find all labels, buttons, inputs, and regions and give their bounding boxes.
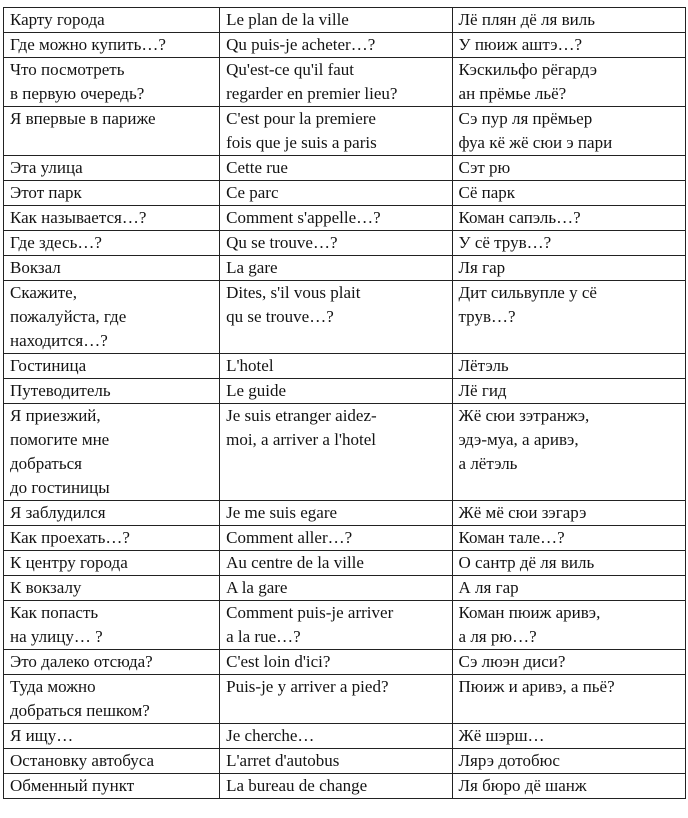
- table-row: [4, 650, 686, 675]
- russian-phrase-cell: Где здесь…?: [4, 231, 220, 256]
- russian-phrase-cell: Путеводитель: [4, 379, 220, 404]
- table-row: [4, 281, 686, 354]
- french-phrase-cell: Je cherche…: [220, 724, 452, 749]
- transcription-cell: А ля гар: [452, 576, 685, 601]
- table-row: [4, 206, 686, 231]
- phrasebook-table: [3, 7, 686, 799]
- table-row: [4, 404, 686, 501]
- russian-phrase-cell: Где можно купить…?: [4, 33, 220, 58]
- russian-phrase-cell: Это далеко отсюда?: [4, 650, 220, 675]
- table-row: [4, 379, 686, 404]
- transcription-cell: У пюиж аштэ…?: [452, 33, 685, 58]
- transcription-cell: Жё шэрш…: [452, 724, 685, 749]
- french-phrase-cell: Puis-je y arriver a pied?: [220, 675, 452, 724]
- french-phrase-cell: Comment s'appelle…?: [220, 206, 452, 231]
- table-row: [4, 576, 686, 601]
- russian-phrase-cell: Как проехать…?: [4, 526, 220, 551]
- transcription-cell: Ля бюро дё шанж: [452, 774, 685, 799]
- russian-phrase-cell: Вокзал: [4, 256, 220, 281]
- table-row: [4, 256, 686, 281]
- french-phrase-cell: L'arret d'autobus: [220, 749, 452, 774]
- french-phrase-cell: Qu puis-je acheter…?: [220, 33, 452, 58]
- russian-phrase-cell: Как попасть на улицу… ?: [4, 601, 220, 650]
- russian-phrase-cell: Я заблудился: [4, 501, 220, 526]
- table-row: [4, 675, 686, 724]
- table-row: [4, 774, 686, 799]
- table-row: [4, 354, 686, 379]
- table-row: [4, 601, 686, 650]
- russian-phrase-cell: Туда можно добраться пешком?: [4, 675, 220, 724]
- french-phrase-cell: Le plan de la ville: [220, 8, 452, 33]
- french-phrase-cell: Cette rue: [220, 156, 452, 181]
- table-row: [4, 749, 686, 774]
- transcription-cell: Коман пюиж аривэ, а ля рю…?: [452, 601, 685, 650]
- transcription-cell: Ля гар: [452, 256, 685, 281]
- french-phrase-cell: L'hotel: [220, 354, 452, 379]
- russian-phrase-cell: Я впервые в париже: [4, 107, 220, 156]
- transcription-cell: Сэ пур ля прёмьер фуа кё жё сюи э пари: [452, 107, 685, 156]
- transcription-cell: Сё парк: [452, 181, 685, 206]
- french-phrase-cell: Je suis etranger aidez- moi, a arriver a l'hotel: [220, 404, 452, 501]
- transcription-cell: Кэскильфо рёгардэ ан прёмье льё?: [452, 58, 685, 107]
- russian-phrase-cell: Гостиница: [4, 354, 220, 379]
- russian-phrase-cell: Обменный пункт: [4, 774, 220, 799]
- russian-phrase-cell: Я приезжий, помогите мне добраться до гостиницы: [4, 404, 220, 501]
- table-row: [4, 33, 686, 58]
- transcription-cell: Дит сильвупле у сё трув…?: [452, 281, 685, 354]
- table-row: [4, 501, 686, 526]
- table-row: [4, 551, 686, 576]
- russian-phrase-cell: Скажите, пожалуйста, где находится…?: [4, 281, 220, 354]
- french-phrase-cell: Dites, s'il vous plait qu se trouve…?: [220, 281, 452, 354]
- transcription-cell: Лярэ дотобюс: [452, 749, 685, 774]
- table-row: [4, 8, 686, 33]
- transcription-cell: Сэт рю: [452, 156, 685, 181]
- russian-phrase-cell: Остановку автобуса: [4, 749, 220, 774]
- table-row: [4, 724, 686, 749]
- transcription-cell: Коман тале…?: [452, 526, 685, 551]
- table-row: [4, 107, 686, 156]
- french-phrase-cell: Ce parc: [220, 181, 452, 206]
- russian-phrase-cell: Как называется…?: [4, 206, 220, 231]
- french-phrase-cell: Qu'est-ce qu'il faut regarder en premier lieu?: [220, 58, 452, 107]
- french-phrase-cell: C'est loin d'ici?: [220, 650, 452, 675]
- russian-phrase-cell: К вокзалу: [4, 576, 220, 601]
- transcription-cell: Лётэль: [452, 354, 685, 379]
- transcription-cell: Сэ люэн диси?: [452, 650, 685, 675]
- french-phrase-cell: La gare: [220, 256, 452, 281]
- french-phrase-cell: C'est pour la premiere fois que je suis a paris: [220, 107, 452, 156]
- russian-phrase-cell: Этот парк: [4, 181, 220, 206]
- french-phrase-cell: Le guide: [220, 379, 452, 404]
- russian-phrase-cell: Я ищу…: [4, 724, 220, 749]
- transcription-cell: Жё сюи зэтранжэ, эдэ-муа, а аривэ, а лётэль: [452, 404, 685, 501]
- french-phrase-cell: Je me suis egare: [220, 501, 452, 526]
- russian-phrase-cell: Что посмотреть в первую очередь?: [4, 58, 220, 107]
- transcription-cell: О сантр дё ля виль: [452, 551, 685, 576]
- phrasebook-table-body: [4, 8, 686, 799]
- french-phrase-cell: A la gare: [220, 576, 452, 601]
- russian-phrase-cell: К центру города: [4, 551, 220, 576]
- transcription-cell: Коман сапэль…?: [452, 206, 685, 231]
- table-row: [4, 181, 686, 206]
- transcription-cell: Жё мё сюи зэгарэ: [452, 501, 685, 526]
- french-phrase-cell: Comment aller…?: [220, 526, 452, 551]
- french-phrase-cell: La bureau de change: [220, 774, 452, 799]
- transcription-cell: У сё трув…?: [452, 231, 685, 256]
- transcription-cell: Пюиж и аривэ, а пьё?: [452, 675, 685, 724]
- russian-phrase-cell: Карту города: [4, 8, 220, 33]
- table-row: [4, 58, 686, 107]
- table-row: [4, 231, 686, 256]
- french-phrase-cell: Qu se trouve…?: [220, 231, 452, 256]
- russian-phrase-cell: Эта улица: [4, 156, 220, 181]
- table-row: [4, 156, 686, 181]
- french-phrase-cell: Comment puis-je arriver a la rue…?: [220, 601, 452, 650]
- french-phrase-cell: Au centre de la ville: [220, 551, 452, 576]
- transcription-cell: Лё плян дё ля виль: [452, 8, 685, 33]
- table-row: [4, 526, 686, 551]
- transcription-cell: Лё гид: [452, 379, 685, 404]
